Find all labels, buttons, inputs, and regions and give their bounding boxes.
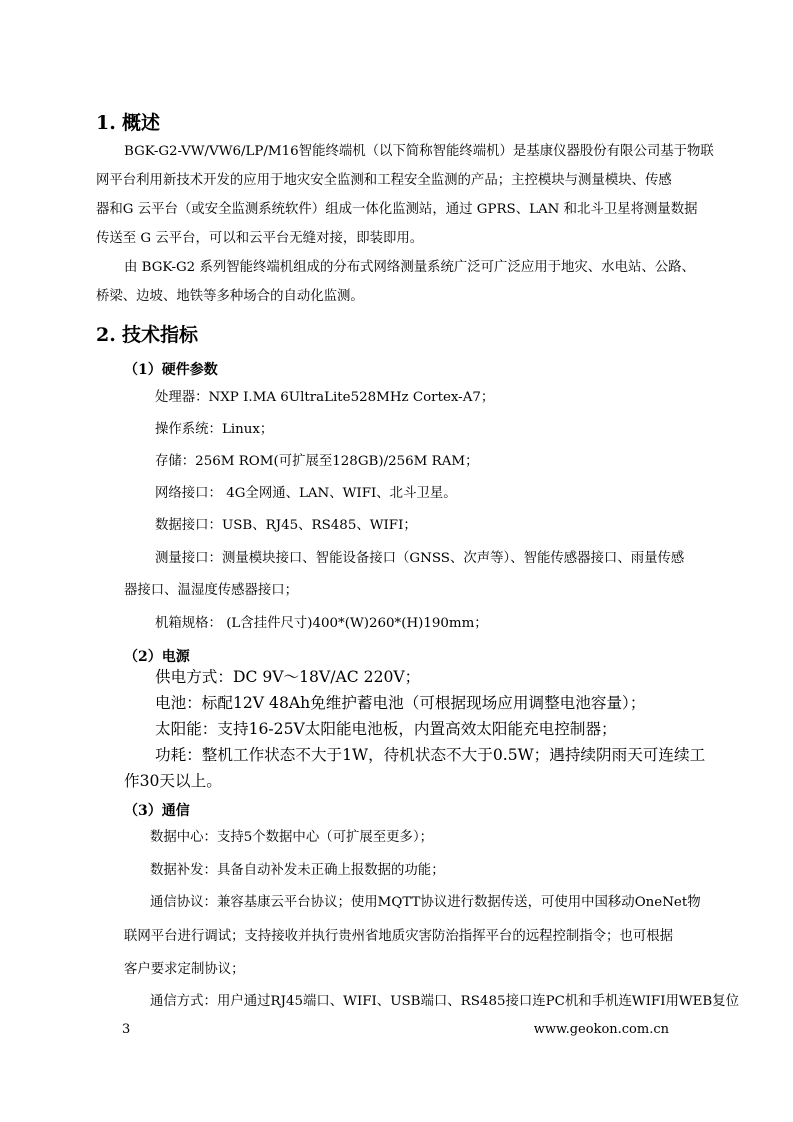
paragraph-line: BGK-G2-VW/VW6/LP/M16智能终端机（以下简称智能终端机）是基康仪器股份有限公司基于物联 xyxy=(124,144,714,159)
paragraph-line: 器和G 云平台（或安全监测系统软件）组成一体化监测站，通过 GPRS、LAN 和北斗卫星将测量数据 xyxy=(96,202,698,217)
spec-line: 网络接口： 4G全网通、LAN、WIFI、北斗卫星。 xyxy=(155,486,457,501)
paragraph-line: 由 BGK-G2 系列智能终端机组成的分布式网络测量系统广泛可广泛应用于地灾、水电站、公路、 xyxy=(124,260,695,275)
spec-line: 数据中心：支持5个数据中心（可扩展至更多）； xyxy=(150,830,434,845)
subheading-hardware: （1）硬件参数 xyxy=(124,362,218,378)
paragraph-line: 桥梁、边坡、地铁等多种场合的自动化监测。 xyxy=(96,289,364,304)
spec-line: 处理器：NXP I.MA 6UltraLite528MHz Cortex-A7； xyxy=(155,390,495,405)
section-title: 技术指标 xyxy=(122,324,199,346)
spec-line: 存储：256M ROM(可扩展至128GB)/256M RAM； xyxy=(155,454,479,469)
spec-line: 功耗：整机工作状态不大于1W，待机状态不大于0.5W；遇持续阴雨天可连续工 xyxy=(155,746,706,764)
footer-website: www.geokon.com.cn xyxy=(533,1022,669,1037)
section-heading-overview xyxy=(96,108,160,135)
spec-line: 联网平台进行调试；支持接收并执行贵州省地质灾害防治指挥平台的远程控制指令；也可根据 xyxy=(124,929,674,944)
spec-line: 通信方式：用户通过RJ45端口、WIFI、USB端口、RS485接口连PC机和手机连WIFI用WEB复位 xyxy=(150,994,740,1009)
spec-line: 操作系统：Linux； xyxy=(155,422,274,437)
spec-line: 数据补发：具备自动补发未正确上报数据的功能； xyxy=(150,863,445,878)
spec-line: 作30天以上。 xyxy=(124,772,222,790)
page-number: 3 xyxy=(122,1022,131,1037)
spec-line: 数据接口：USB、RJ45、RS485、WIFI； xyxy=(155,518,417,533)
spec-line: 测量接口：测量模块接口、智能设备接口（GNSS、次声等）、智能传感器接口、雨量传感 xyxy=(155,551,685,566)
paragraph-line: 传送至 G 云平台，可以和云平台无缝对接，即装即用。 xyxy=(96,231,424,246)
paragraph-line: 网平台利用新技术开发的应用于地灾安全监测和工程安全监测的产品；主控模块与测量模块、传感 xyxy=(96,173,672,188)
section-heading-specifications xyxy=(96,320,198,347)
subheading-communication: （3）通信 xyxy=(124,803,190,819)
spec-line: 器接口、温湿度传感器接口； xyxy=(124,583,299,598)
subheading-power: （2）电源 xyxy=(124,649,190,665)
spec-line: 通信协议：兼容基康云平台协议；使用MQTT协议进行数据传送，可使用中国移动OneNet物 xyxy=(150,895,701,910)
spec-line: 客户要求定制协议； xyxy=(124,962,245,977)
spec-line: 机箱规格： (L含挂件尺寸)400*(W)260*(H)190mm； xyxy=(155,616,488,631)
section-title: 概述 xyxy=(122,112,161,134)
section-number: 1. xyxy=(96,112,116,134)
spec-line: 太阳能：支持16-25V太阳能电池板，内置高效太阳能充电控制器； xyxy=(155,720,617,738)
section-number: 2. xyxy=(96,324,116,346)
spec-line: 供电方式：DC 9V～18V/AC 220V； xyxy=(155,668,421,686)
spec-line: 电池：标配12V 48Ah免维护蓄电池（可根据现场应用调整电池容量）； xyxy=(155,694,646,712)
